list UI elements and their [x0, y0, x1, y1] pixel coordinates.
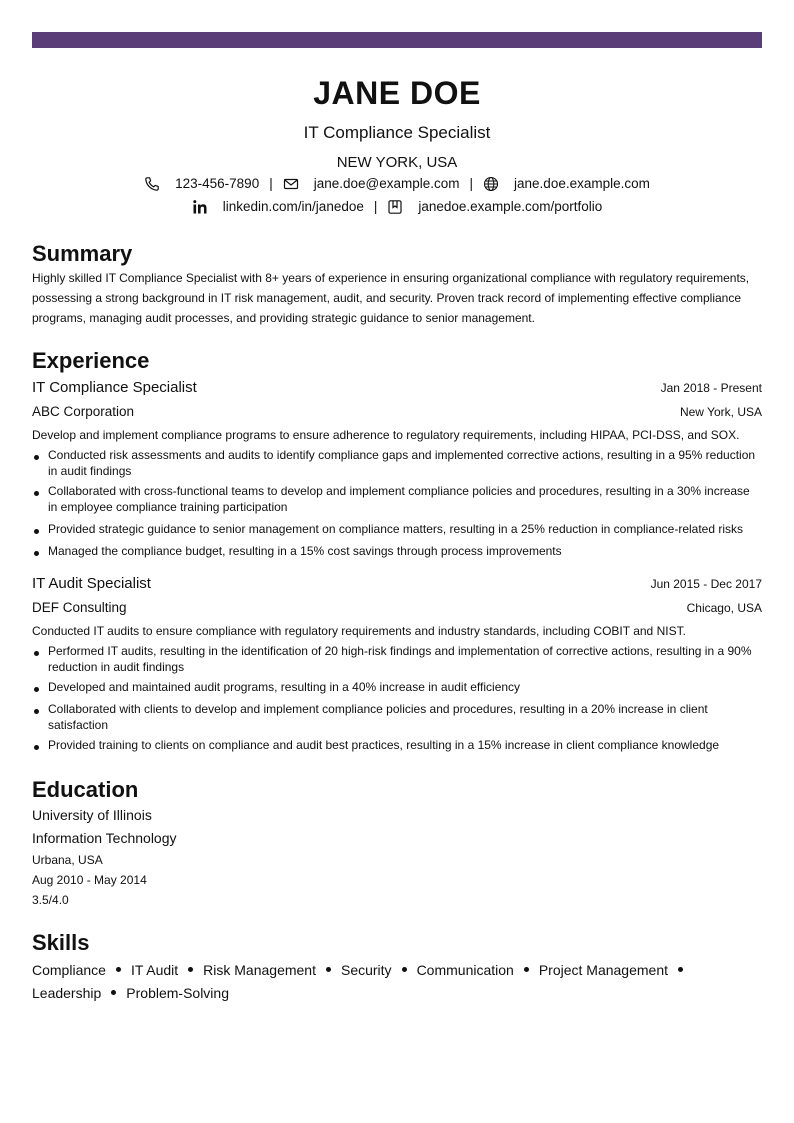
contact-email[interactable] [283, 174, 460, 194]
job-dates: Jun 2015 - Dec 2017 [650, 577, 762, 591]
linkedin-icon [192, 199, 208, 215]
skill-item: Risk Management [203, 962, 316, 978]
job-entry [32, 376, 762, 559]
job-company-row [32, 596, 762, 620]
skill-item: Communication [416, 962, 514, 978]
job-entry [32, 572, 762, 753]
education-location: Urbana, USA [32, 853, 103, 867]
bullet-separator [326, 967, 331, 972]
skill-item: Leadership [32, 985, 102, 1001]
job-title-row [32, 376, 762, 400]
job-dates: Jan 2018 - Present [660, 381, 762, 395]
education-field: Information Technology [32, 830, 177, 846]
education-section [32, 776, 762, 910]
contact-separator: | [469, 176, 474, 191]
experience-section [32, 347, 762, 753]
skills-heading: Skills [32, 930, 90, 955]
list-item: Developed and maintained audit programs, resulting in a 40% increase in audit efficiency [32, 679, 762, 695]
globe-icon [483, 176, 499, 192]
bullet-separator [678, 967, 683, 972]
email-text[interactable]: jane.doe@example.com [313, 176, 460, 191]
education-school: University of Illinois [32, 807, 152, 823]
job-title-row [32, 572, 762, 596]
candidate-name: JANE DOE [313, 75, 481, 111]
summary-text: Highly skilled IT Compliance Specialist with 8+ years of experience in ensuring organizational compliance with regulatory requirements, possessing a strong background in IT risk management, audit, and security. Proven track record of implementing effective compliance programs, managing audit processes, and providing strategic guidance to senior management. [32, 271, 750, 325]
job-title: IT Compliance Specialist [32, 379, 197, 396]
contact-row-primary [32, 174, 762, 194]
accent-bar [32, 32, 762, 48]
contact-website[interactable] [483, 174, 650, 194]
list-item: Managed the compliance budget, resulting in a 15% cost savings through process improvements [32, 543, 762, 559]
job-description: Develop and implement compliance programs to ensure adherence to regulatory requirements, including HIPAA, PCI-DSS, and SOX. [32, 428, 740, 442]
candidate-location: NEW YORK, USA [336, 154, 458, 171]
bookmark-icon [387, 199, 403, 215]
skill-item: IT Audit [130, 962, 179, 978]
job-bullets [32, 447, 762, 559]
list-item: Performed IT audits, resulting in the identification of 20 high-risk findings and implementation of corrective actions, resulting in a 90% reduction in audit findings [32, 643, 762, 675]
job-location: New York, USA [679, 405, 762, 419]
skill-item: Problem-Solving [126, 985, 229, 1001]
list-item: Collaborated with clients to develop and implement compliance policies and procedures, resulting in a 20% increase in client satisfaction [32, 701, 762, 733]
portfolio-text[interactable]: janedoe.example.com/portfolio [418, 199, 603, 214]
bullet-separator [188, 967, 193, 972]
contact-separator: | [269, 176, 273, 191]
job-company: DEF Consulting [32, 600, 127, 615]
bullet-separator [111, 990, 116, 995]
bullet-separator [116, 967, 121, 972]
contact-linkedin[interactable] [192, 197, 364, 217]
skill-item: Compliance [32, 962, 106, 978]
job-company-row [32, 400, 762, 424]
job-description: Conducted IT audits to ensure compliance with regulatory requirements and industry standards, including COBIT and NIST. [32, 624, 686, 638]
list-item: Collaborated with cross-functional teams to develop and implement compliance policies and procedures, resulting in a 30% increase in employee compliance training participation [32, 483, 762, 515]
job-location: Chicago, USA [686, 601, 762, 615]
experience-heading: Experience [32, 348, 150, 373]
contact-portfolio[interactable] [387, 197, 602, 217]
contact-row-secondary [32, 197, 762, 217]
job-bullets [32, 643, 762, 753]
website-text[interactable]: jane.doe.example.com [514, 176, 650, 191]
skills-section [32, 929, 762, 1005]
contact-separator: | [373, 199, 378, 214]
summary-heading: Summary [32, 241, 133, 266]
education-dates: Aug 2010 - May 2014 [32, 873, 147, 887]
email-icon [283, 176, 299, 192]
skill-item: Security [340, 962, 392, 978]
bullet-separator [402, 967, 407, 972]
summary-section [32, 240, 762, 328]
candidate-title: IT Compliance Specialist [303, 123, 491, 142]
education-heading: Education [32, 777, 139, 802]
linkedin-text[interactable]: linkedin.com/in/janedoe [222, 199, 364, 214]
job-company: ABC Corporation [32, 404, 135, 419]
skills-list [32, 959, 762, 1005]
education-gpa: 3.5/4.0 [32, 893, 69, 907]
phone-icon [144, 176, 160, 192]
job-title: IT Audit Specialist [32, 575, 151, 592]
bullet-separator [524, 967, 529, 972]
phone-text: 123-456-7890 [175, 176, 260, 191]
list-item: Provided training to clients on compliance and audit best practices, resulting in a 15% increase in client compliance knowledge [32, 737, 762, 753]
list-item: Conducted risk assessments and audits to identify compliance gaps and implemented corrective actions, resulting in a 95% reduction in audit findings [32, 447, 762, 479]
resume-header [32, 72, 762, 217]
contact-phone [144, 174, 259, 194]
skill-item: Project Management [538, 962, 669, 978]
list-item: Provided strategic guidance to senior management on compliance matters, resulting in a 25% reduction in compliance-related risks [32, 521, 762, 537]
